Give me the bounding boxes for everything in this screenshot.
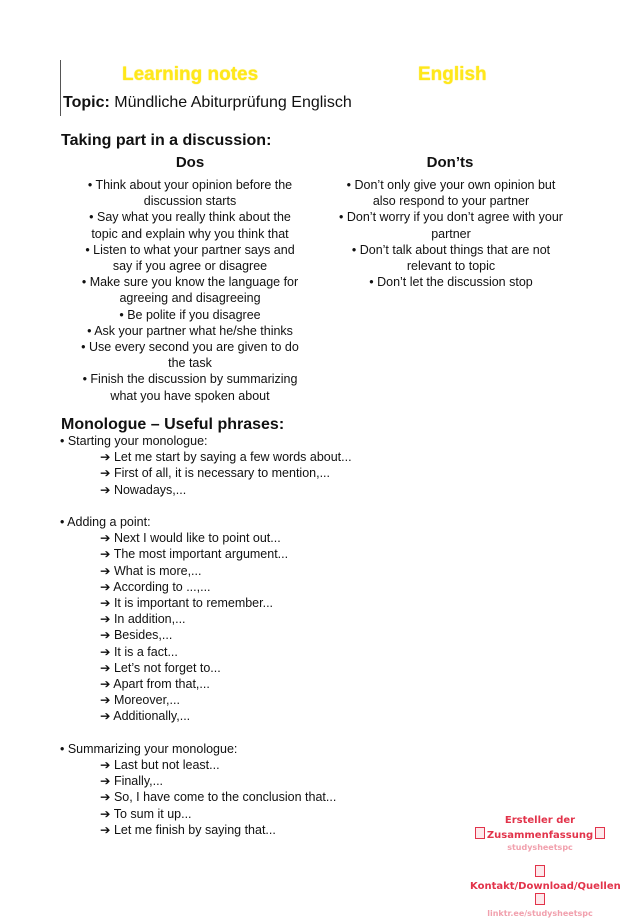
dos-line: topic and explain why you think that — [91, 226, 289, 241]
starting-label: • Starting your monologue: — [60, 434, 208, 448]
dos-line: the task — [168, 356, 212, 371]
contact-line-wrap — [470, 865, 621, 908]
creator-handle: studysheetspc — [507, 843, 573, 852]
phrase-item: ➔ Last but not least... — [100, 758, 220, 773]
dos-heading: Dos — [175, 154, 205, 171]
dos-line: • Listen to what your partner says and — [85, 242, 295, 257]
phrase-item: ➔ Additionally,... — [100, 709, 191, 724]
phrase-item: ➔ So, I have come to the conclusion that... — [100, 790, 337, 805]
dos-line: • Finish the discussion by summarizing — [82, 372, 298, 387]
phrase-item: ➔ Besides,... — [100, 628, 173, 643]
phrase-item: ➔ Let me finish by saying that... — [100, 822, 276, 837]
dos-line: • Think about your opinion before the — [87, 178, 293, 192]
dos-line: say if you agree or disagree — [112, 259, 268, 274]
donts-list — [318, 177, 584, 290]
donts-line: • Don’t only give your own opinion but — [346, 178, 556, 192]
margin-rule — [60, 60, 61, 116]
topic-label: Topic: — [63, 94, 110, 111]
dos-line: • Be polite if you disagree — [119, 307, 261, 322]
header-subject: English — [418, 64, 487, 85]
dos-line: • Make sure you know the language for — [81, 275, 299, 290]
donts-line: also respond to your partner — [372, 194, 530, 209]
phrase-item: ➔ The most important argument... — [100, 547, 289, 562]
summarizing-label: • Summarizing your monologue: — [60, 741, 238, 756]
topic-value: Mündliche Abiturprüfung Englisch — [114, 94, 352, 111]
phrase-item: ➔ Finally,... — [100, 774, 164, 789]
dos-line: • Say what you really think about the — [89, 210, 291, 225]
phrase-item: ➔ Moreover,... — [100, 693, 180, 708]
phrase-item: ➔ In addition,... — [100, 612, 186, 627]
phrase-item: ➔ Apart from that,... — [100, 677, 210, 692]
phrase-item: ➔ Next I would like to point out... — [100, 531, 281, 546]
dos-line: what you have spoken about — [110, 388, 270, 403]
contact-line: Kontakt/Download/Quellen — [470, 881, 621, 892]
creator-line-2-wrap — [470, 827, 610, 842]
phrase-item: ➔ Let’s not forget to... — [100, 660, 221, 675]
donts-line: • Don’t talk about things that are not — [351, 242, 551, 257]
phrase-item: ➔ It is a fact... — [100, 644, 178, 659]
dos-line: • Use every second you are given to do — [81, 340, 299, 355]
donts-line: • Don’t worry if you don’t agree with your — [339, 210, 563, 225]
dos-line: discussion starts — [143, 194, 237, 209]
discussion-title: Taking part in a discussion: — [61, 132, 272, 149]
creator-badge — [470, 814, 621, 919]
phone-icon — [535, 865, 545, 877]
phrase-item: ➔ What is more,... — [100, 563, 202, 578]
donts-line: partner — [431, 226, 471, 241]
donts-line: relevant to topic — [406, 259, 496, 274]
document-icon — [595, 827, 605, 839]
phrase-item: ➔ To sum it up... — [100, 806, 192, 821]
phrase-item: ➔ Nowadays,... — [100, 482, 187, 497]
phrase-item: ➔ According to ...,... — [100, 579, 211, 594]
dos-list — [60, 177, 320, 404]
header-learning-notes: Learning notes — [122, 64, 259, 85]
phrase-item: ➔ Let me start by saying a few words about... — [100, 450, 352, 465]
topic-line — [63, 94, 352, 112]
creator-line-1: Ersteller der — [504, 815, 576, 826]
phrase-item: ➔ It is important to remember... — [100, 596, 274, 611]
phrase-item: ➔ First of all, it is necessary to mention,... — [100, 466, 330, 481]
creator-line-2: Zusammenfassung — [486, 830, 594, 841]
document-icon — [475, 827, 485, 839]
phone-icon — [535, 893, 545, 905]
dos-line: agreeing and disagreeing — [119, 291, 261, 306]
contact-link[interactable]: linktr.ee/studysheetspc — [487, 909, 593, 918]
donts-heading: Don’ts — [426, 154, 474, 171]
dos-line: • Ask your partner what he/she thinks — [87, 323, 293, 338]
adding-label: • Adding a point: — [60, 515, 151, 529]
donts-line: • Don’t let the discussion stop — [369, 275, 533, 290]
monologue-title: Monologue – Useful phrases: — [61, 416, 285, 433]
phrases-list — [60, 433, 352, 838]
